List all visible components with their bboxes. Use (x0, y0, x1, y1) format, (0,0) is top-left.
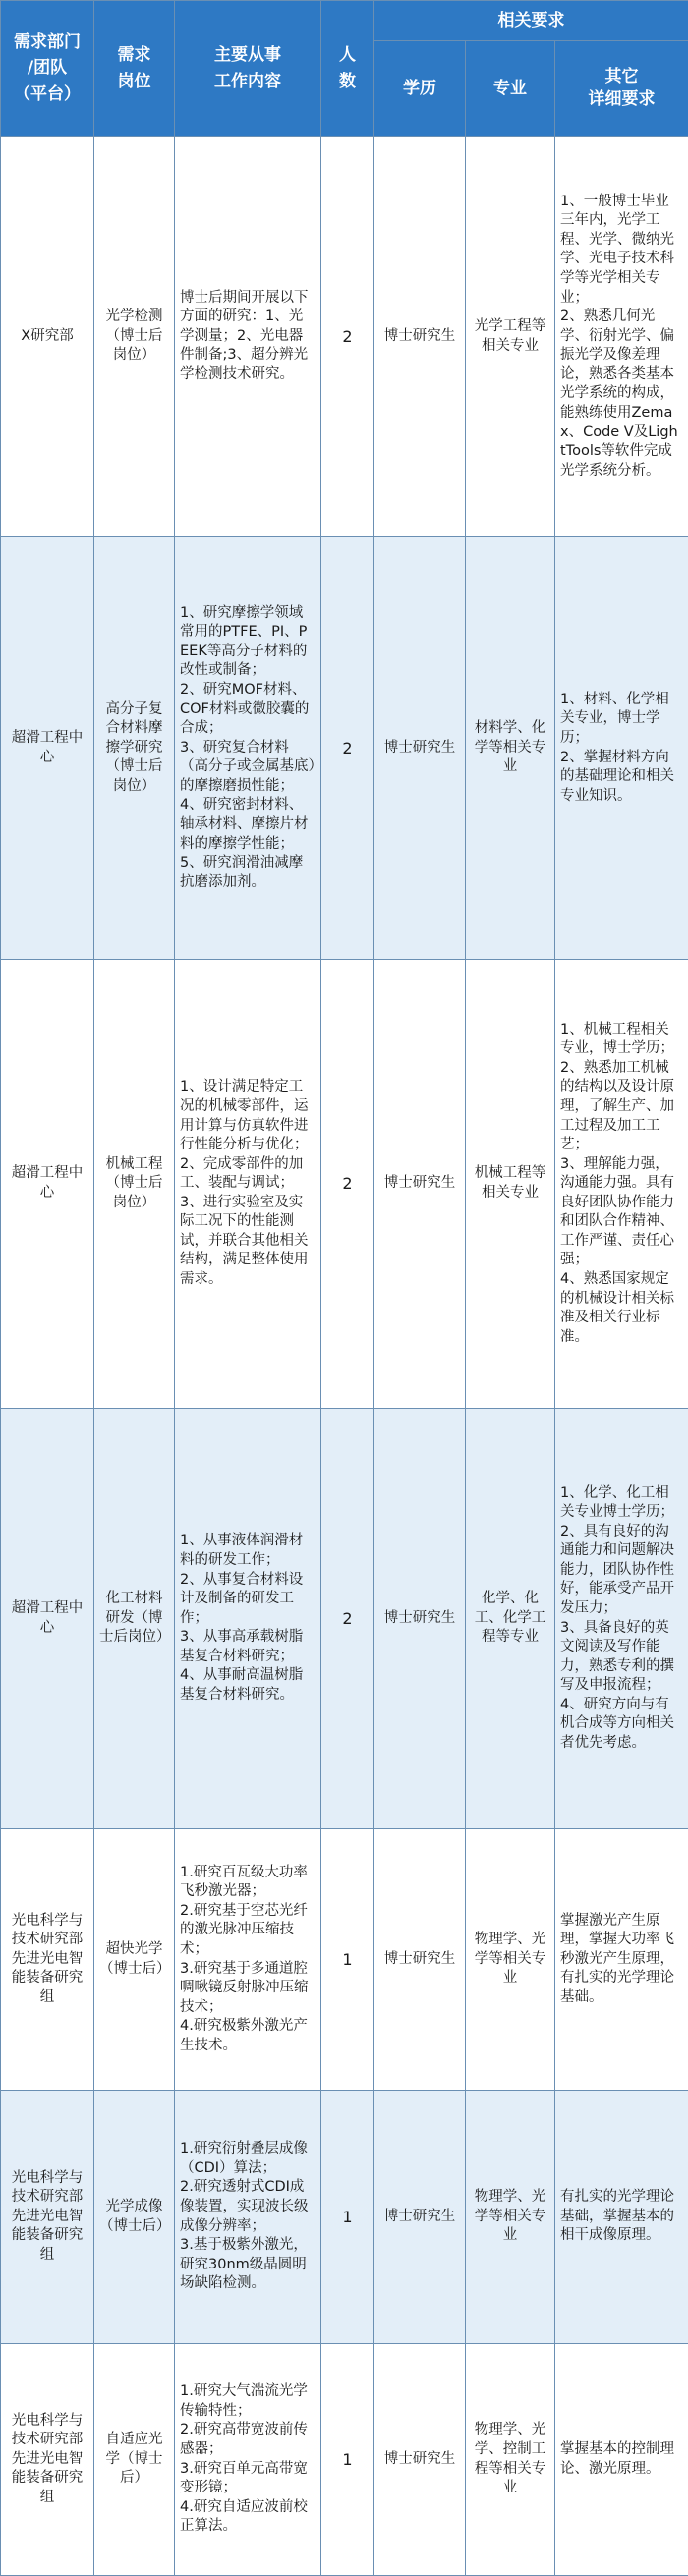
cell-count: 2 (321, 137, 374, 537)
cell-count: 2 (321, 537, 374, 960)
header-work: 主要从事 工作内容 (175, 1, 321, 137)
cell-major: 物理学、光学等相关专业 (466, 1829, 555, 2091)
cell-dept: 光电科学与技术研究部先进光电智能装备研究组 (1, 2091, 94, 2344)
cell-major: 材料学、化学等相关专业 (466, 537, 555, 960)
header-major: 专业 (466, 41, 555, 137)
table-row (1, 537, 688, 960)
cell-position: 化工材料研发（博士后岗位） (94, 1409, 175, 1829)
cell-other: 1、一般博士毕业三年内，光学工程、光学、微纳光学、光电子技术科学等光学相关专业； 2、熟悉几何光学、衍射光学、偏振光学及像差理论，熟悉各类基本光学系统的构成，能熟练使用Zemax、Code V及LightTools等软件完成光学系统分析。 (555, 137, 688, 537)
cell-major: 物理学、光学等相关专业 (466, 2091, 555, 2344)
cell-count: 1 (321, 2344, 374, 2576)
cell-major: 光学工程等相关专业 (466, 137, 555, 537)
cell-other: 掌握基本的控制理论、激光原理。 (555, 2344, 688, 2576)
cell-dept: 光电科学与技术研究部先进光电智能装备研究组 (1, 1829, 94, 2091)
table-row (1, 2344, 688, 2576)
cell-other: 1、机械工程相关专业，博士学历； 2、熟悉加工机械的结构以及设计原理，了解生产、加工过程及加工工艺； 3、理解能力强，沟通能力强。具有良好团队协作能力和团队合作精神、工作严谨、责任心强； 4、熟悉国家规定的机械设计相关标准及相关行业标准。 (555, 960, 688, 1409)
cell-other: 1、材料、化学相关专业，博士学历； 2、掌握材料方向的基础理论和相关专业知识。 (555, 537, 688, 960)
cell-count: 2 (321, 960, 374, 1409)
cell-position: 高分子复合材料摩擦学研究（博士后岗位） (94, 537, 175, 960)
cell-major: 化学、化工、化学工程等专业 (466, 1409, 555, 1829)
header-education: 学历 (374, 41, 466, 137)
table-row (1, 1829, 688, 2091)
cell-count: 1 (321, 1829, 374, 2091)
cell-major: 机械工程等相关专业 (466, 960, 555, 1409)
cell-work: 1.研究衍射叠层成像（CDI）算法； 2.研究透射式CDI成像装置，实现波长级成像分辨率； 3.基于极紫外激光，研究30nm级晶圆明场缺陷检测。 (175, 2091, 321, 2344)
cell-position: 机械工程（博士后岗位） (94, 960, 175, 1409)
cell-position: 超快光学（博士后） (94, 1829, 175, 2091)
cell-education: 博士研究生 (374, 2091, 466, 2344)
cell-dept: 超滑工程中心 (1, 1409, 94, 1829)
cell-position: 自适应光学（博士后） (94, 2344, 175, 2576)
header-dept: 需求部门 /团队 （平台） (1, 1, 94, 137)
header-position: 需求 岗位 (94, 1, 175, 137)
cell-education: 博士研究生 (374, 537, 466, 960)
table-row (1, 2091, 688, 2344)
cell-position: 光学检测（博士后岗位） (94, 137, 175, 537)
cell-work: 博士后期间开展以下方面的研究：1、光学测量；2、光电器件制备;3、超分辨光学检测技术研究。 (175, 137, 321, 537)
cell-count: 2 (321, 1409, 374, 1829)
cell-work: 1、设计满足特定工况的机械零部件，运用计算与仿真软件进行性能分析与优化； 2、完成零部件的加工、装配与调试； 3、进行实验室及实际工况下的性能测试，并联合其他相关结构，满足整体使用需求。 (175, 960, 321, 1409)
table-row (1, 1409, 688, 1829)
cell-work: 1、研究摩擦学领域常用的PTFE、PI、PEEK等高分子材料的改性或制备； 2、研究MOF材料、COF材料或微胶囊的合成； 3、研究复合材料（高分子或金属基底）的摩擦磨损性能； 4、研究密封材料、轴承材料、摩擦片材料的摩擦学性能； 5、研究润滑油减摩抗磨添加剂。 (175, 537, 321, 960)
cell-dept: 超滑工程中心 (1, 960, 94, 1409)
cell-dept: 超滑工程中心 (1, 537, 94, 960)
cell-education: 博士研究生 (374, 2344, 466, 2576)
cell-dept: 光电科学与技术研究部先进光电智能装备研究组 (1, 2344, 94, 2576)
cell-work: 1.研究百瓦级大功率飞秒激光器； 2.研究基于空芯光纤的激光脉冲压缩技术； 3.研究基于多通道腔啁啾镜反射脉冲压缩技术； 4.研究极紫外激光产生技术。 (175, 1829, 321, 2091)
table-row (1, 960, 688, 1409)
table-row (1, 137, 688, 537)
header-row-top (1, 1, 688, 41)
cell-other: 掌握激光产生原理，掌握大功率飞秒激光产生原理，有扎实的光学理论基础。 (555, 1829, 688, 2091)
cell-work: 1.研究大气湍流光学传输特性； 2.研究高带宽波前传感器； 3.研究百单元高带宽变形镜； 4.研究自适应波前校正算法。 (175, 2344, 321, 2576)
cell-major: 物理学、光学、控制工程等相关专业 (466, 2344, 555, 2576)
cell-count: 1 (321, 2091, 374, 2344)
header-other: 其它 详细要求 (555, 41, 688, 137)
cell-education: 博士研究生 (374, 1409, 466, 1829)
cell-education: 博士研究生 (374, 1829, 466, 2091)
cell-other: 1、化学、化工相关专业博士学历； 2、具有良好的沟通能力和问题解决能力，团队协作性好，能承受产品开发压力； 3、具备良好的英文阅读及写作能力，熟悉专利的撰写及申报流程； 4、研究方向与有机合成等方向相关者优先考虑。 (555, 1409, 688, 1829)
cell-education: 博士研究生 (374, 137, 466, 537)
cell-other: 有扎实的光学理论基础，掌握基本的相干成像原理。 (555, 2091, 688, 2344)
header-requirements: 相关要求 (374, 1, 688, 41)
cell-education: 博士研究生 (374, 960, 466, 1409)
cell-work: 1、从事液体润滑材料的研发工作； 2、从事复合材料设计及制备的研发工作； 3、从事高承载树脂基复合材料研究； 4、从事耐高温树脂基复合材料研究。 (175, 1409, 321, 1829)
cell-position: 光学成像（博士后） (94, 2091, 175, 2344)
header-count: 人 数 (321, 1, 374, 137)
cell-dept: X研究部 (1, 137, 94, 537)
